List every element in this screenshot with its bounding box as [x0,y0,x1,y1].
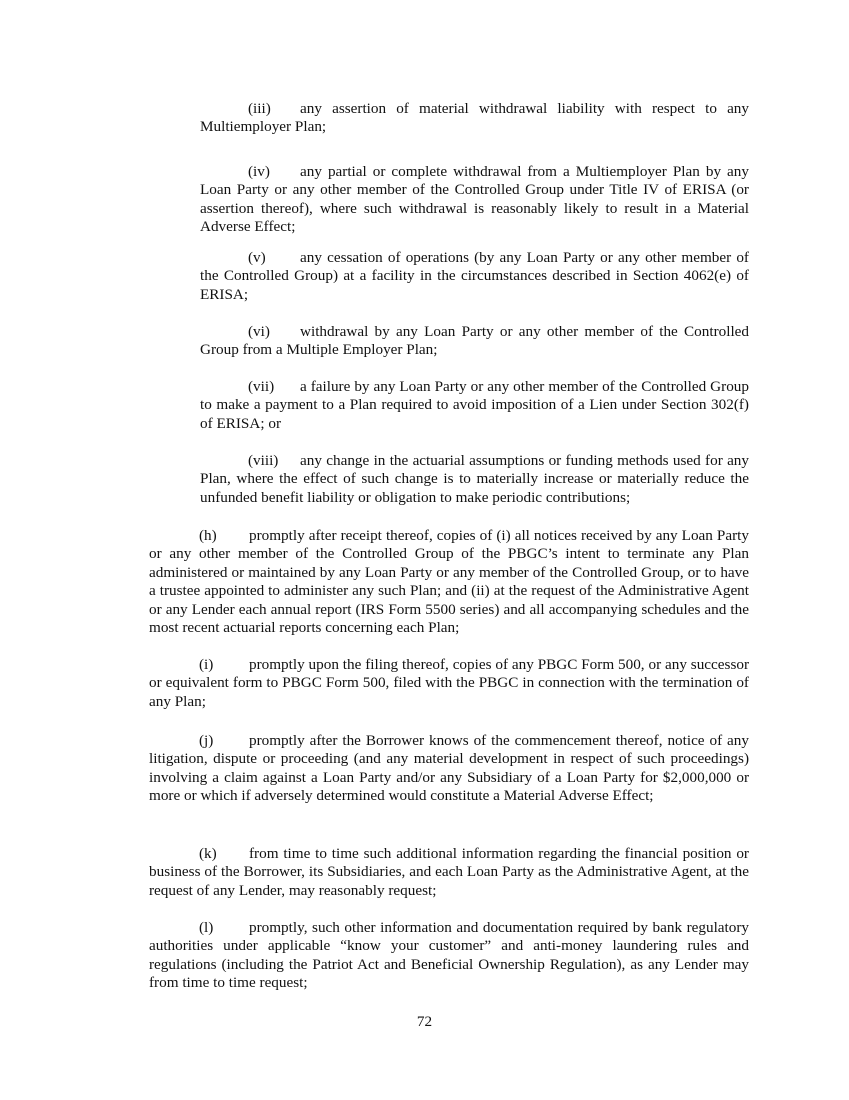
clause-iv [200,163,749,237]
clause-text: promptly, such other information and documentation required by bank regulatory authorities under applicable “know your customer” and anti-money laundering rules and regulations (including the Patriot Act and Beneficial Ownership Regulation), as any Lender may from time to time request; [149,919,749,992]
clause-text: promptly after the Borrower knows of the commencement thereof, notice of any litigation, dispute or proceeding (and any material development in respect of such proceedings) involving a claim against a Loan Party and/or any Subsidiary of a Loan Party for $2,000,000 or more or which if adversely determined would constitute a Material Adverse Effect; [149,732,749,805]
clause-text: from time to time such additional information regarding the financial position or business of the Borrower, its Subsidiaries, and each Loan Party as the Administrative Agent, at the request of any Lender, may reasonably request; [149,845,749,899]
clause-text: any cessation of operations (by any Loan Party or any other member of the Controlled Group) at a facility in the circumstances described in Section 4062(e) of ERISA; [200,249,749,303]
clause-l [149,919,749,993]
clause-number: (h) [199,527,217,544]
clause-number: (k) [199,845,217,862]
clause-number: (viii) [248,452,279,469]
clause-text: a failure by any Loan Party or any other member of the Controlled Group to make a payment to a Plan required to avoid imposition of a Lien under Section 302(f) of ERISA; or [200,378,749,432]
clause-text: any partial or complete withdrawal from a Multiemployer Plan by any Loan Party or any other member of the Controlled Group under Title IV of ERISA (or assertion thereof), where such withdrawal is reasonably likely to result in a Material Adverse Effect; [200,163,749,236]
clause-v [200,249,749,304]
clause-text: any assertion of material withdrawal liability with respect to any Multiemployer Plan; [200,100,749,136]
clause-number: (v) [248,249,266,266]
clause-number: (i) [199,656,214,673]
clause-text: promptly upon the filing thereof, copies of any PBGC Form 500, or any successor or equivalent form to PBGC Form 500, filed with the PBGC in connection with the termination of any Plan; [149,656,749,710]
clause-i [149,656,749,711]
clause-number: (iv) [248,163,270,180]
clause-number: (vi) [248,323,270,340]
clause-k [149,845,749,900]
clause-iii [200,100,749,137]
clause-number: (l) [199,919,214,936]
clause-vi [200,323,749,360]
clause-viii [200,452,749,507]
clause-j [149,732,749,806]
clause-number: (vii) [248,378,275,395]
clause-text: any change in the actuarial assumptions or funding methods used for any Plan, where the effect of such change is to materially increase or materially reduce the unfunded benefit liability or obligation to make periodic contributions; [200,452,749,506]
clause-h [149,527,749,637]
clause-text: withdrawal by any Loan Party or any other member of the Controlled Group from a Multiple Employer Plan; [200,323,749,359]
clause-text: promptly after receipt thereof, copies of (i) all notices received by any Loan Party or any other member of the Controlled Group of the PBGC’s intent to terminate any Plan administered or maintained by any Loan Party or any member of the Controlled Group, or to have a trustee appointed to administer any such Plan; and (ii) at the request of the Administrative Agent or any Lender each annual report (IRS Form 5500 series) and all accompanying schedules and the most recent actuarial reports concerning each Plan; [149,527,749,637]
clause-number: (j) [199,732,214,749]
page-number: 72 [416,1013,433,1030]
clause-vii [200,378,749,433]
clause-number: (iii) [248,100,271,117]
